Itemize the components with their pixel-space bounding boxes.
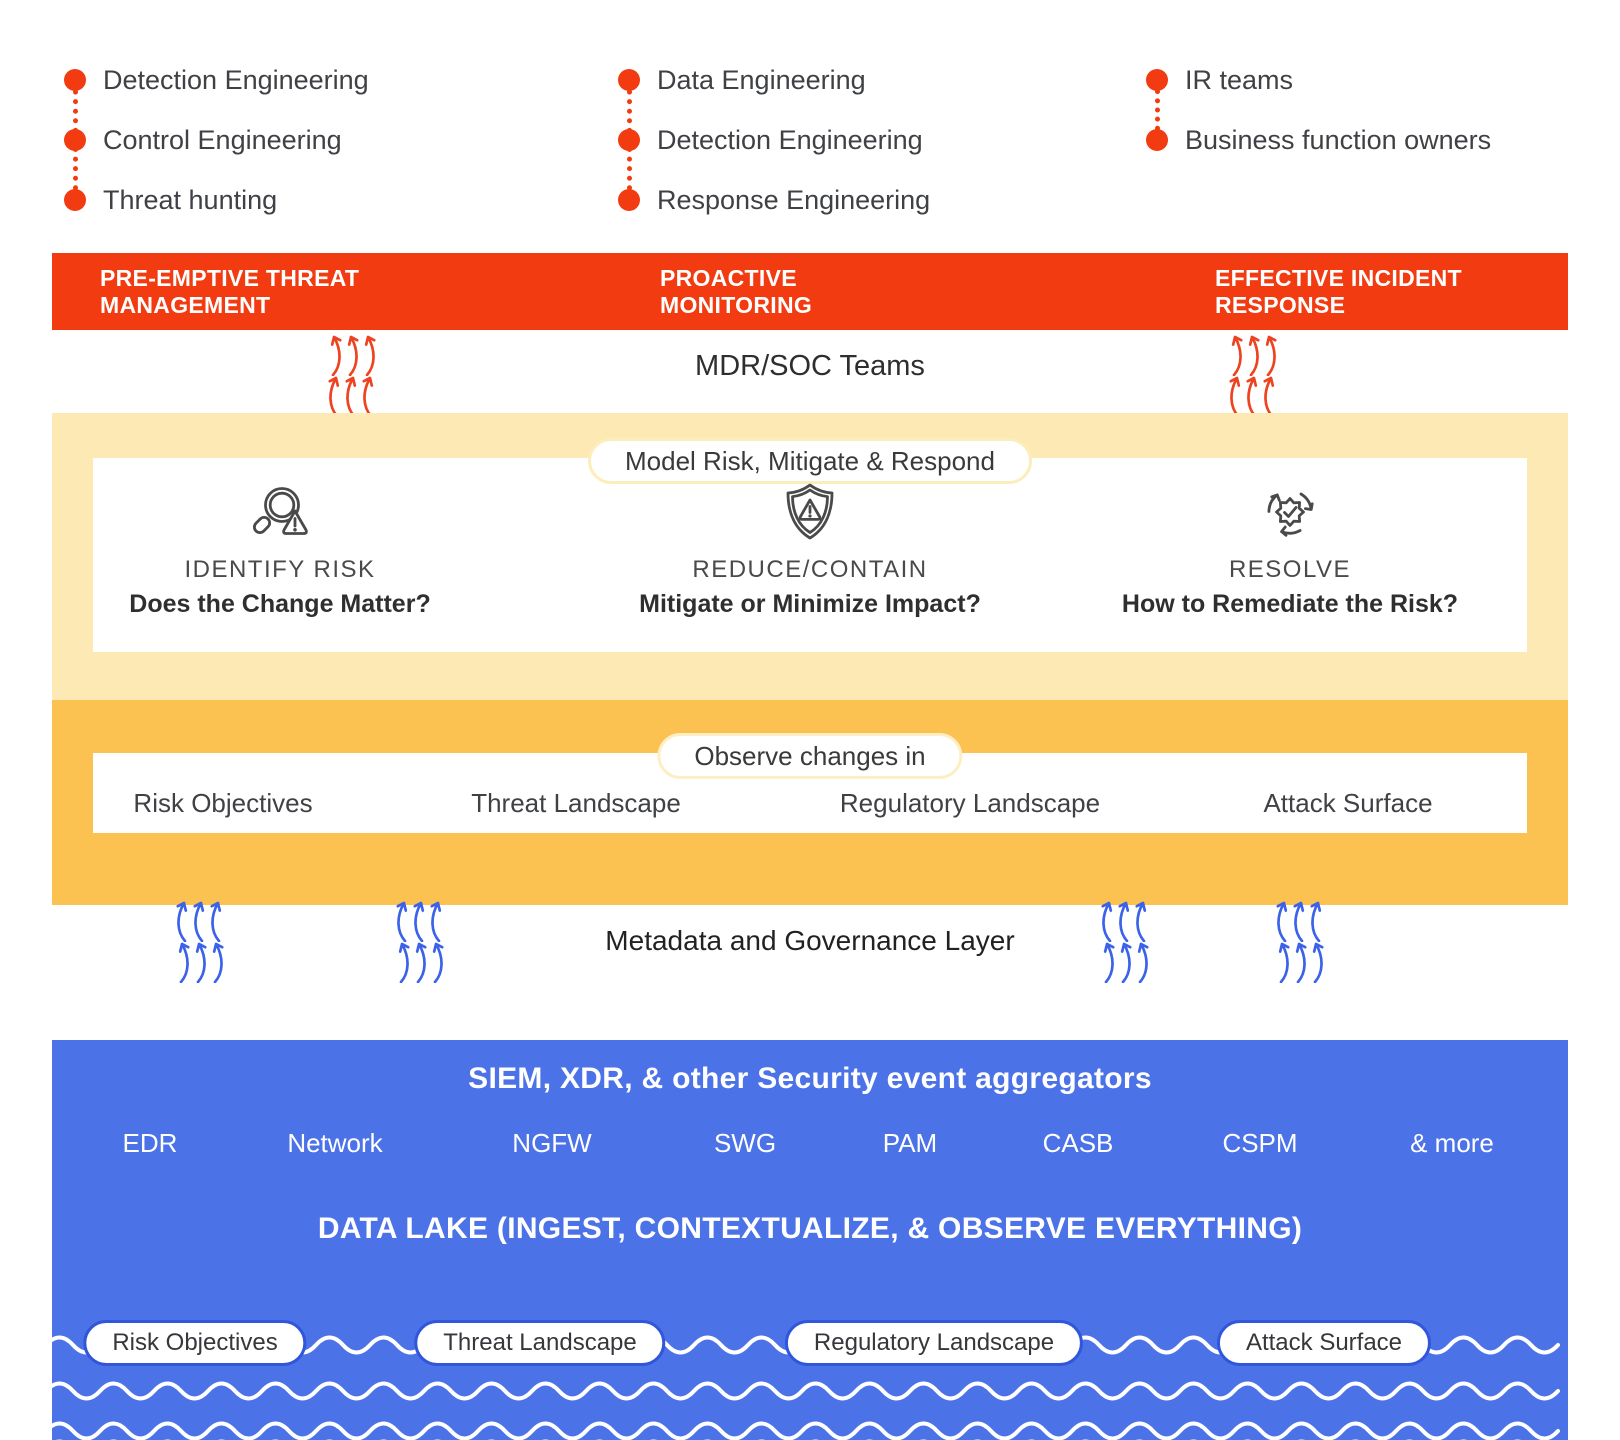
risk-step-title: IDENTIFY RISK bbox=[184, 556, 376, 583]
identify-risk-column bbox=[95, 481, 465, 619]
metadata-governance-label: Metadata and Governance Layer bbox=[605, 925, 1015, 956]
lake-tag: Regulatory Landscape bbox=[785, 1320, 1083, 1366]
risk-step-question: Mitigate or Minimize Impact? bbox=[639, 590, 981, 618]
blue-up-arrows-icon bbox=[171, 898, 229, 983]
team-label: Business function owners bbox=[1185, 124, 1492, 155]
shield-warning-icon bbox=[772, 532, 848, 549]
bullet-dot-icon bbox=[64, 69, 86, 91]
outcomes-banner bbox=[52, 253, 1568, 330]
list-item bbox=[64, 124, 342, 155]
red-up-arrows-icon bbox=[323, 332, 381, 417]
source-label: CASB bbox=[1042, 1128, 1114, 1158]
magnifier-warning-icon bbox=[242, 532, 318, 549]
team-label: Detection Engineering bbox=[103, 64, 369, 95]
bullet-dot-icon bbox=[64, 129, 86, 151]
aggregators-title: SIEM, XDR, & other Security event aggregators bbox=[468, 1062, 1152, 1095]
team-label: Control Engineering bbox=[103, 124, 342, 155]
list-item bbox=[1146, 64, 1294, 95]
source-label: PAM bbox=[882, 1128, 938, 1158]
blue-up-arrows-icon bbox=[1271, 898, 1329, 983]
source-label: Network bbox=[287, 1128, 383, 1158]
wave-line bbox=[52, 1374, 1568, 1402]
lake-tag: Attack Surface bbox=[1217, 1320, 1431, 1366]
team-label: Threat hunting bbox=[103, 184, 278, 215]
source-label: NGFW bbox=[512, 1128, 592, 1158]
observe-item: Attack Surface bbox=[1263, 787, 1433, 818]
list-item bbox=[1146, 124, 1492, 155]
red-up-arrows-icon bbox=[1224, 332, 1282, 417]
team-label: Response Engineering bbox=[657, 184, 931, 215]
bullet-dot-icon bbox=[64, 189, 86, 211]
model-risk-pill: Model Risk, Mitigate & Respond bbox=[588, 438, 1032, 484]
lake-tag: Threat Landscape bbox=[414, 1320, 665, 1366]
blue-up-arrows-icon bbox=[1096, 898, 1154, 983]
bullet-dot-icon bbox=[618, 129, 640, 151]
list-item bbox=[618, 64, 866, 95]
list-item bbox=[64, 64, 369, 95]
observe-item: Regulatory Landscape bbox=[839, 787, 1101, 818]
bullet-dot-icon bbox=[618, 69, 640, 91]
source-label: & more bbox=[1410, 1128, 1494, 1158]
banner-heading: PROACTIVE MONITORING bbox=[660, 264, 813, 318]
risk-step-question: How to Remediate the Risk? bbox=[1121, 590, 1459, 618]
risk-step-title: RESOLVE bbox=[1228, 556, 1352, 583]
source-label: SWG bbox=[713, 1128, 777, 1158]
observe-changes-band bbox=[52, 700, 1568, 905]
list-item bbox=[618, 124, 923, 155]
blue-up-arrows-icon bbox=[391, 898, 449, 983]
wave-line bbox=[52, 1432, 1568, 1440]
team-label: IR teams bbox=[1185, 64, 1294, 95]
data-lake-title: DATA LAKE (INGEST, CONTEXTUALIZE, & OBSERVE EVERYTHING) bbox=[317, 1212, 1303, 1245]
gear-refresh-icon bbox=[1252, 532, 1328, 549]
model-risk-band bbox=[52, 413, 1568, 700]
mdr-soc-teams-label: MDR/SOC Teams bbox=[695, 350, 925, 382]
team-label: Detection Engineering bbox=[657, 124, 923, 155]
observe-item: Threat Landscape bbox=[471, 787, 681, 818]
source-label: EDR bbox=[122, 1128, 178, 1158]
bullet-dot-icon bbox=[1146, 69, 1168, 91]
source-label: CSPM bbox=[1222, 1128, 1298, 1158]
list-item bbox=[64, 184, 278, 215]
observe-item: Risk Objectives bbox=[133, 787, 313, 818]
risk-step-title: REDUCE/CONTAIN bbox=[692, 556, 928, 583]
reduce-contain-column bbox=[570, 481, 1050, 619]
risk-step-question: Does the Change Matter? bbox=[129, 590, 431, 618]
bullet-dot-icon bbox=[1146, 129, 1168, 151]
banner-heading: PRE-EMPTIVE THREAT MANAGEMENT bbox=[100, 264, 360, 318]
team-label: Data Engineering bbox=[657, 64, 866, 95]
list-item bbox=[618, 184, 931, 215]
observe-changes-pill: Observe changes in bbox=[657, 733, 962, 779]
bullet-dot-icon bbox=[618, 189, 640, 211]
data-platform-panel bbox=[52, 1040, 1568, 1440]
banner-heading: EFFECTIVE INCIDENT RESPONSE bbox=[1215, 264, 1462, 318]
resolve-column bbox=[1070, 481, 1510, 619]
lake-tag: Risk Objectives bbox=[83, 1320, 306, 1366]
